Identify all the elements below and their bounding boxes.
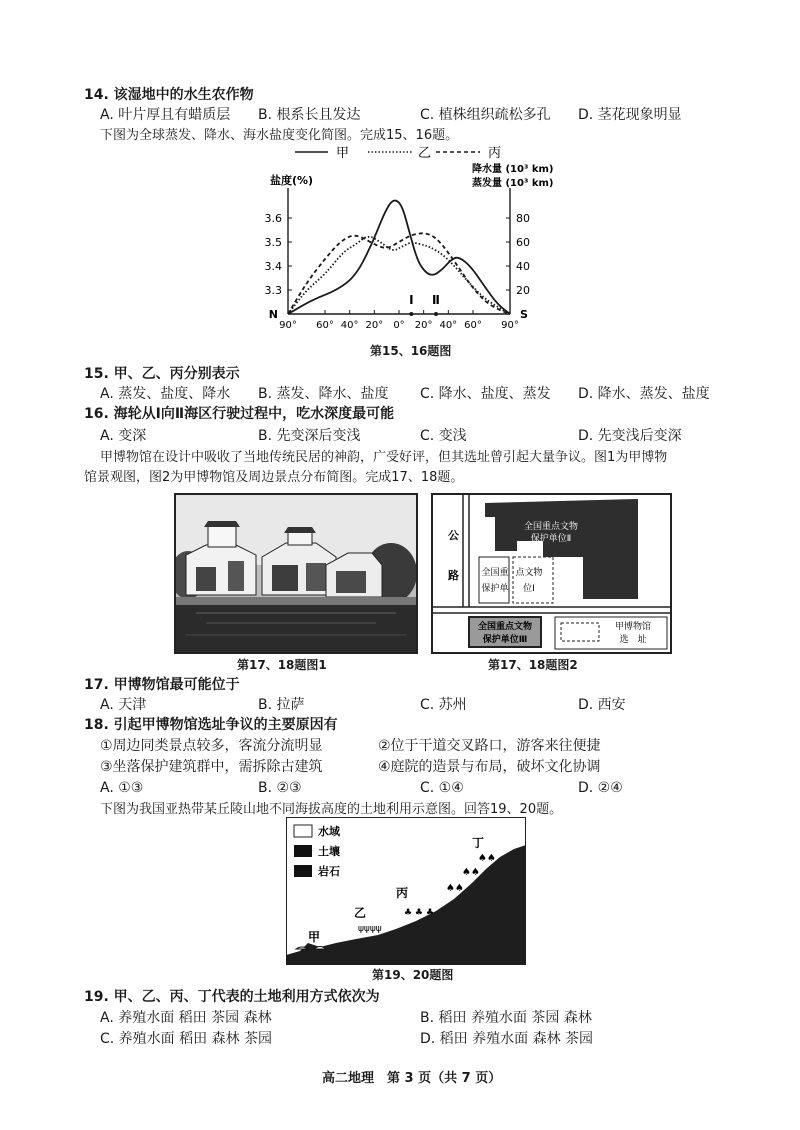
site-1-label-4: 位Ⅰ [523, 584, 535, 594]
y-right-tick-label: 60 [516, 236, 530, 249]
y-right-tick-label: 40 [516, 260, 530, 273]
paddy-plants: ψψψψ [358, 924, 382, 934]
q15-option-c: C. 降水、盐度、蒸发 [420, 386, 551, 402]
museum-legend-1: 甲博物馆 [614, 622, 652, 632]
x-end-label-s: S [520, 308, 528, 321]
land-use-profile [286, 817, 526, 965]
site-2-label-1: 全国重点文物 [523, 522, 579, 532]
y-left-tick-label: 3.3 [264, 284, 282, 297]
q18-option-c: C. ①④ [420, 780, 464, 796]
q16-option-c: C. 变浅 [420, 428, 467, 444]
q14-option-b: B. 根系长且发达 [258, 107, 361, 123]
q16-stem: 16. 海轮从Ⅰ向Ⅱ海区行驶过程中，吃水深度最可能 [84, 406, 395, 422]
legend-rock-swatch [294, 865, 312, 877]
q19-stem: 19. 甲、乙、丙、丁代表的土地利用方式依次为 [84, 989, 380, 1005]
x-tick-label: 20° [365, 320, 384, 331]
museum-legend-2: 选 址 [619, 635, 647, 645]
label-yi: 乙 [354, 906, 367, 920]
sea-marker-label: Ⅰ [409, 293, 414, 307]
site-1-label-2: 点文物 [515, 568, 543, 578]
q19-option-d: D. 稻田 养殖水面 森林 茶园 [420, 1031, 594, 1047]
legend-soil: 土壤 [318, 845, 340, 858]
q17-option-a: A. 天津 [100, 697, 147, 713]
intro-17-18-line1: 甲博物馆在设计中吸收了当地传统民居的神韵，广受好评，但其选址曾引起大量争议。图1为甲博物 [100, 450, 668, 465]
legend-soil-swatch [294, 845, 312, 857]
q14-option-c: C. 植株组织疏松多孔 [420, 107, 551, 123]
x-tick-label: 40° [439, 320, 458, 331]
site-3-label-2: 保护单位Ⅲ [482, 635, 528, 645]
salinity-precipitation-chart [240, 144, 560, 336]
q16-option-b: B. 先变深后变浅 [258, 428, 361, 444]
forest-trees-3: ♠♠ [478, 853, 496, 864]
legend-water-swatch [294, 825, 312, 837]
y-left-tick-label: 3.4 [264, 260, 282, 273]
x-tick-label: 40° [340, 320, 359, 331]
x-tick-label: 20° [414, 320, 433, 331]
y-right-title-2: 蒸发量 (10³ km) [472, 178, 554, 189]
y-right-tick-label: 20 [516, 284, 530, 297]
chart-caption: 第15、16题图 [370, 344, 452, 358]
q18-option-b: B. ②③ [258, 780, 302, 796]
legend-label-jia: 甲 [336, 146, 350, 161]
q15-option-a: A. 蒸发、盐度、降水 [100, 386, 231, 402]
series-line-solid [288, 201, 510, 314]
sea-marker-point [434, 312, 438, 316]
q18-item-1: ①周边同类景点较多，客流分流明显 [100, 738, 323, 754]
page-footer: 高二地理 第 3 页（共 7 页） [322, 1071, 502, 1086]
road-label-bottom: 路 [448, 569, 459, 582]
fig2-caption: 第17、18题图2 [488, 658, 578, 672]
site-1-box [479, 557, 509, 603]
x-tick-label: 0° [393, 320, 405, 331]
road-label-top: 公 [448, 529, 459, 542]
q16-option-a: A. 变深 [100, 428, 147, 444]
x-tick-label: 60° [316, 320, 334, 331]
x-tick-label: 90° [279, 320, 297, 331]
q19-option-c: C. 养殖水面 稻田 森林 茶园 [100, 1031, 273, 1047]
intro-15-16: 下图为全球蒸发、降水、海水盐度变化简图。完成15、16题。 [100, 128, 459, 143]
intro-17-18-line2: 馆景观图，图2为甲博物馆及周边景点分布简图。完成17、18题。 [84, 470, 464, 485]
q19-option-a: A. 养殖水面 稻田 茶园 森林 [100, 1010, 272, 1026]
q18-stem: 18. 引起甲博物馆选址争议的主要原因有 [84, 717, 338, 733]
fig1-caption: 第17、18题图1 [237, 658, 327, 672]
label-ding: 丁 [472, 836, 485, 850]
q14-option-d: D. 茎花现象明显 [578, 107, 682, 123]
q15-option-d: D. 降水、蒸发、盐度 [578, 386, 710, 402]
q18-item-4: ④庭院的造景与布局，破坏文化协调 [378, 759, 601, 775]
y-left-tick-label: 3.5 [264, 236, 282, 249]
x-tick-label: 60° [464, 320, 482, 331]
legend-label-bing: 丙 [488, 146, 502, 161]
y-right-tick-label: 80 [516, 212, 530, 225]
x-end-label-n: N [268, 308, 278, 321]
sea-marker-point [409, 312, 413, 316]
legend-label-yi: 乙 [418, 146, 432, 161]
q15-option-b: B. 蒸发、降水、盐度 [258, 386, 389, 402]
y-left-title: 盐度(%) [270, 174, 314, 187]
site-1-label-1: 全国重 [481, 568, 509, 578]
y-left-tick-label: 3.6 [264, 212, 282, 225]
museum-map [431, 493, 672, 654]
q17-stem: 17. 甲博物馆最可能位于 [84, 677, 240, 693]
q18-option-a: A. ①③ [100, 780, 144, 796]
q17-option-b: B. 拉萨 [258, 697, 305, 713]
site-3-label-1: 全国重点文物 [477, 622, 533, 632]
q15-stem: 15. 甲、乙、丙分别表示 [84, 366, 240, 382]
q14-stem: 14. 该湿地中的水生农作物 [84, 87, 254, 103]
q18-option-d: D. ②④ [578, 780, 623, 796]
museum-site-dashed-area [513, 557, 553, 603]
label-bing: 丙 [396, 886, 409, 900]
site-1-label-3: 保护单 [481, 584, 509, 594]
x-tick-label: 90° [501, 320, 519, 331]
museum-photo-illustration [176, 495, 416, 652]
tea-plants: ♣ ♣ ♣ [404, 908, 434, 918]
intro-19-20: 下图为我国亚热带某丘陵山地不同海拔高度的土地利用示意图。回答19、20题。 [100, 802, 563, 817]
q16-option-d: D. 先变浅后变深 [578, 428, 682, 444]
q18-item-3: ③坐落保护建筑群中，需拆除古建筑 [100, 759, 323, 775]
q17-option-c: C. 苏州 [420, 697, 467, 713]
legend-water: 水域 [318, 825, 340, 838]
y-right-title-1: 降水量 (10³ km) [472, 164, 554, 175]
label-jia: 甲 [308, 930, 321, 944]
sea-marker-label: Ⅱ [432, 293, 440, 307]
forest-trees-2: ♠♠ [462, 867, 480, 878]
fig3-caption: 第19、20题图 [372, 968, 454, 982]
legend-rock: 岩石 [318, 865, 340, 878]
q19-option-b: B. 稻田 养殖水面 茶园 森林 [420, 1010, 592, 1026]
q14-option-a: A. 叶片厚且有蜡质层 [100, 107, 231, 123]
museum-photo [174, 493, 418, 654]
museum-map-svg [433, 495, 670, 652]
q17-option-d: D. 西安 [578, 697, 626, 713]
q18-item-2: ②位于干道交叉路口，游客来往便捷 [378, 738, 601, 754]
site-2-label-2: 保护单位Ⅱ [530, 534, 572, 544]
forest-trees-1: ♠♠ [446, 883, 464, 894]
